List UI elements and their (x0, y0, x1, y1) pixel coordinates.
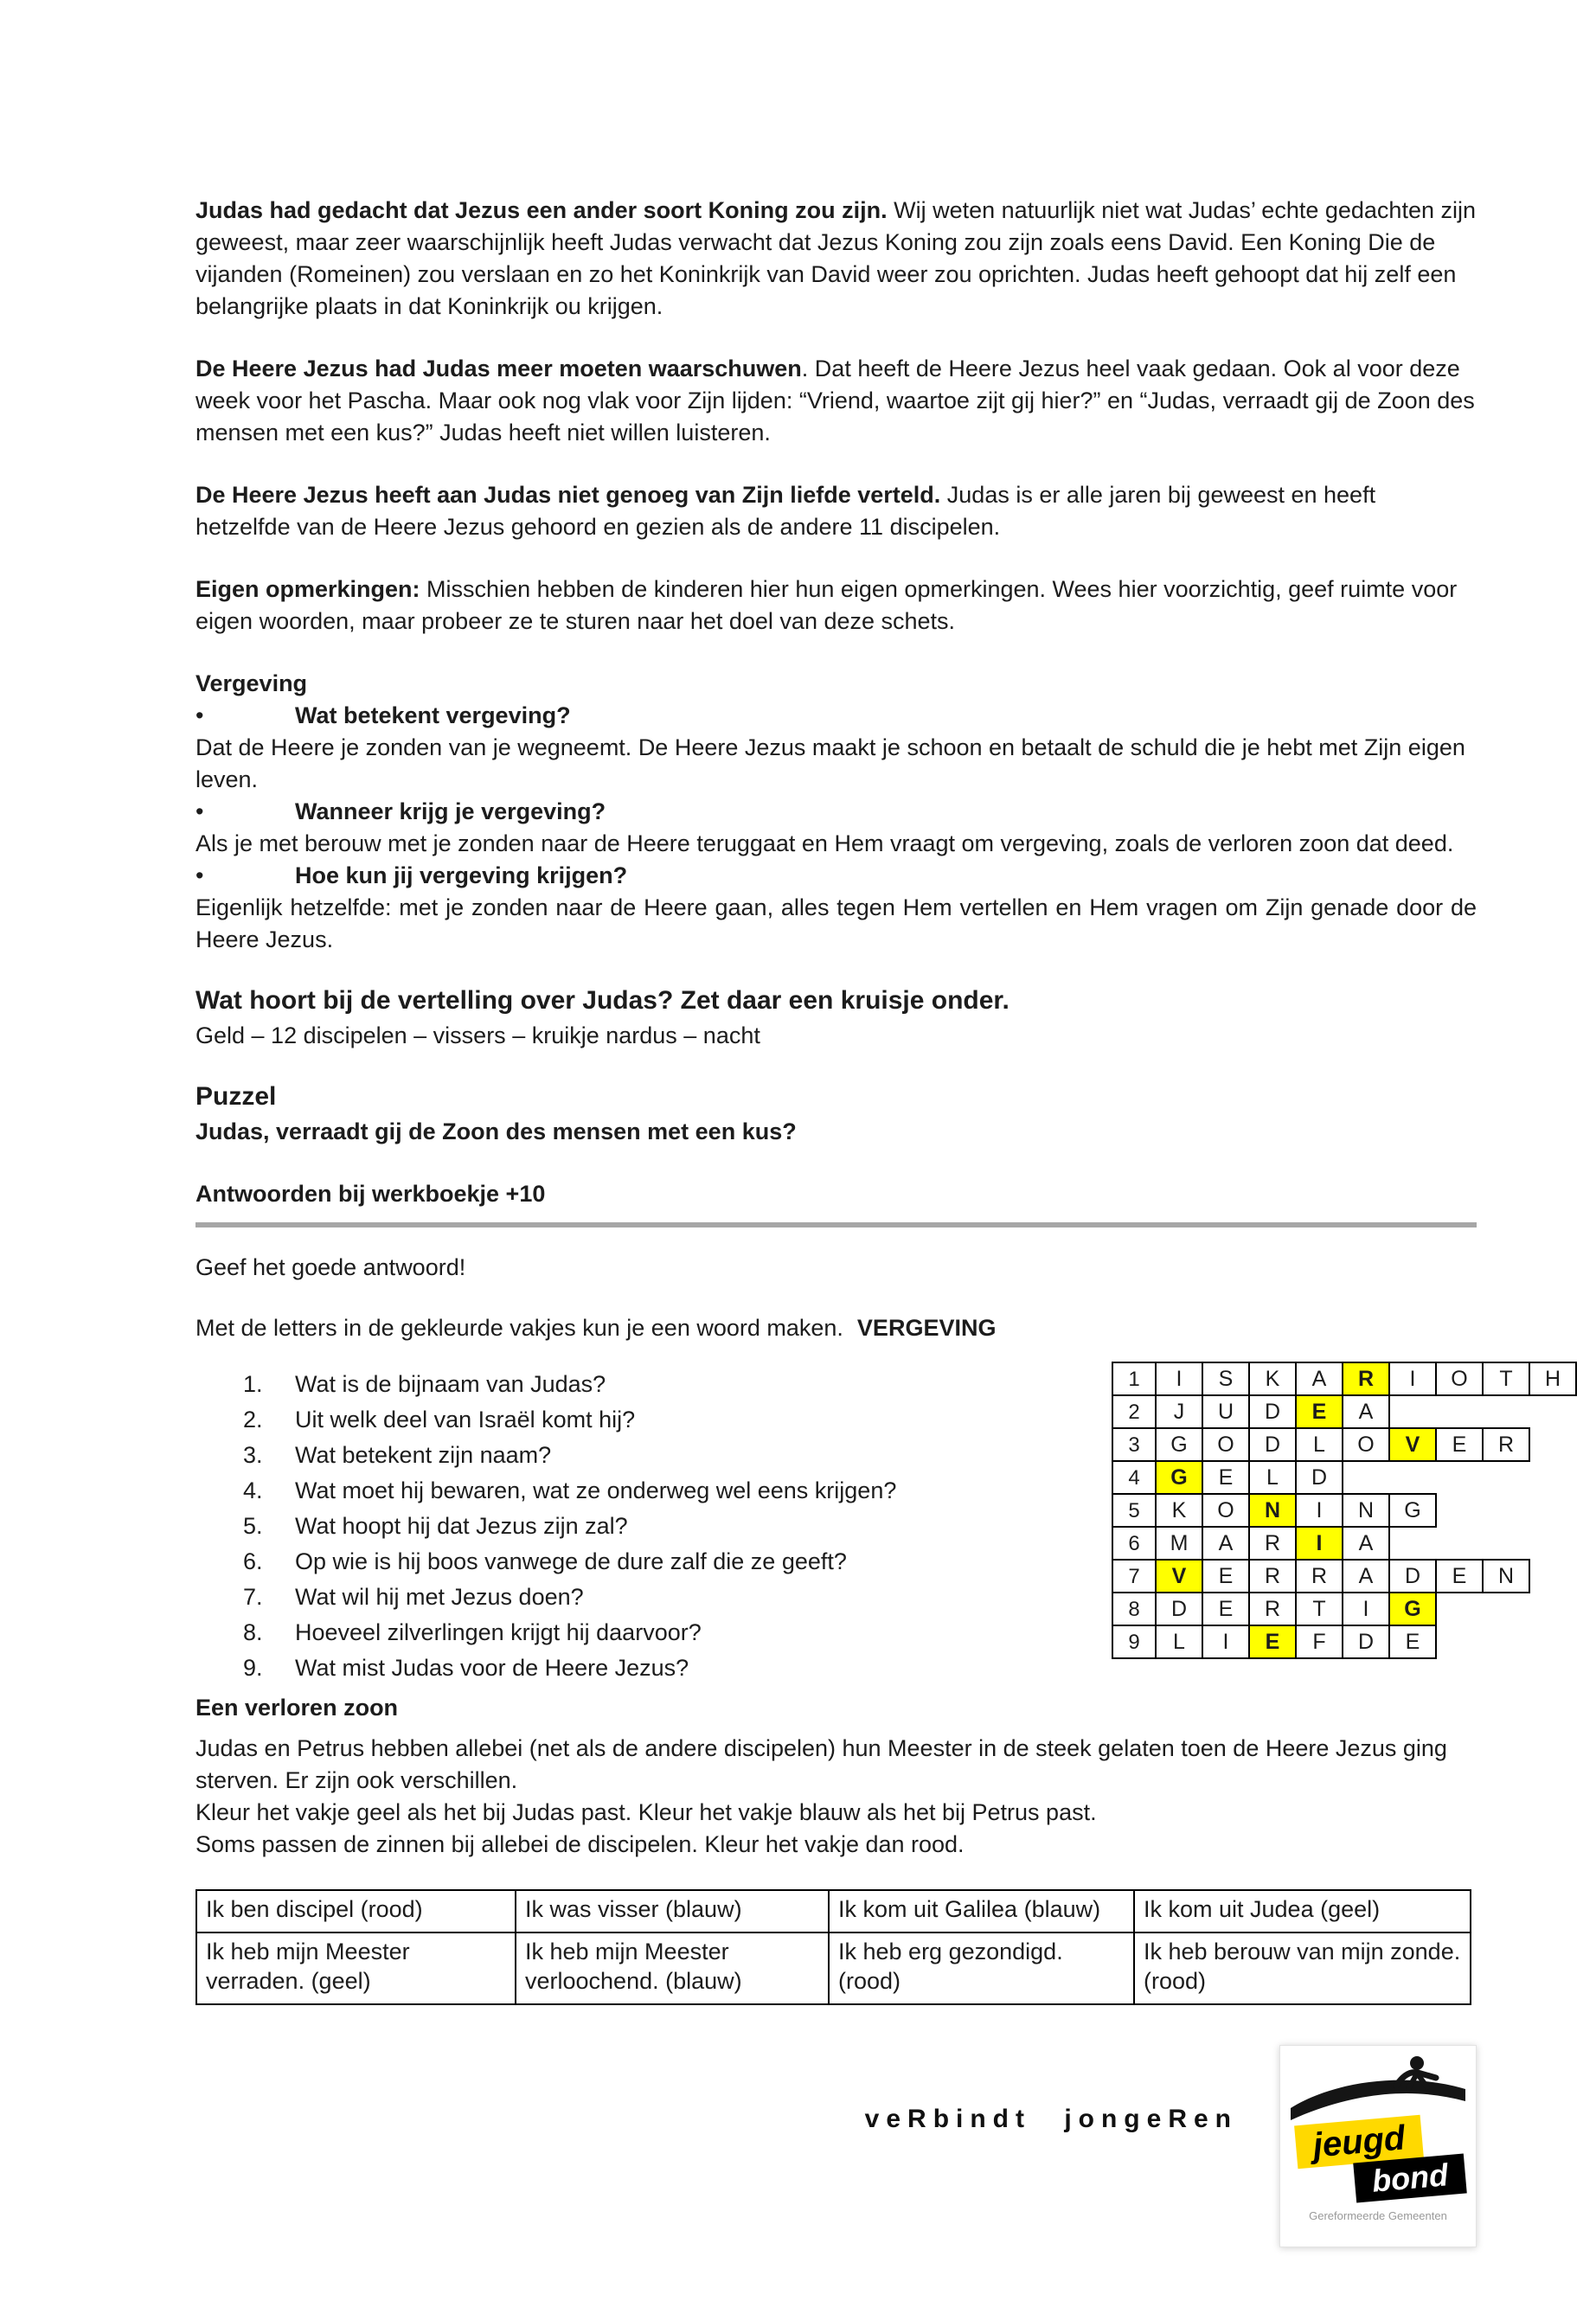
grid-row-number: 7 (1112, 1560, 1156, 1593)
grid-letter-cell: T (1296, 1593, 1343, 1625)
grid-letter-cell: I (1202, 1625, 1249, 1658)
vergeving-list (195, 700, 1477, 956)
match-cell: Ik was visser (blauw) (516, 1890, 829, 1932)
logo-text-jeugd: jeugd (1294, 2115, 1424, 2170)
solution-word: VERGEVING (856, 1315, 997, 1341)
grid-letter-cell-highlighted: G (1389, 1593, 1436, 1625)
bullet-question: Wanneer krijg je vergeving? (295, 798, 606, 824)
bullet-question-row (195, 860, 1477, 892)
grid-letter-cell: G (1389, 1494, 1436, 1527)
grid-letter-cell: L (1249, 1461, 1296, 1494)
bullet-question: Hoe kun jij vergeving krijgen? (295, 862, 628, 888)
paragraph-line: Kleur het vakje geel als het bij Judas past. Kleur het vakje blauw als het bij Petrus past. (195, 1799, 1097, 1825)
puzzle-question (195, 1509, 1026, 1544)
grid-letter-cell: E (1436, 1428, 1483, 1461)
grid-letter-cell: N (1483, 1560, 1529, 1593)
puzzle-section (195, 1362, 1588, 1685)
puzzle-question (195, 1402, 1026, 1438)
grid-row-number: 9 (1112, 1625, 1156, 1658)
grid-letter-cell-highlighted: R (1343, 1362, 1389, 1395)
puzzle-question (195, 1438, 1026, 1473)
grid-row (1112, 1527, 1576, 1560)
grid-row-number: 3 (1112, 1428, 1156, 1461)
grid-letter-cell: F (1296, 1625, 1343, 1658)
letter-grid-body (1112, 1362, 1576, 1658)
instruction-line: Geef het goede antwoord! (195, 1254, 466, 1280)
grid-letter-cell-highlighted: V (1389, 1428, 1436, 1461)
grid-letter-cell-highlighted: E (1249, 1625, 1296, 1658)
question-number: 5. (243, 1513, 263, 1539)
grid-letter-cell: R (1296, 1560, 1343, 1593)
question-text: Uit welk deel van Israël komt hij? (295, 1407, 636, 1433)
question-number: 9. (243, 1655, 263, 1681)
verloren-zoon-heading: Een verloren zoon (195, 1695, 399, 1721)
grid-letter-cell: K (1156, 1494, 1202, 1527)
grid-letter-cell: E (1436, 1560, 1483, 1593)
match-cell: Ik heb erg gezondigd. (rood) (829, 1932, 1134, 2004)
bullet-icon: • (195, 798, 204, 824)
grid-letter-cell: A (1343, 1560, 1389, 1593)
grid-letter-cell: O (1343, 1428, 1389, 1461)
grid-letter-cell: E (1389, 1625, 1436, 1658)
question-text: Wat hoopt hij dat Jezus zijn zal? (295, 1513, 628, 1539)
grid-letter-cell: E (1202, 1593, 1249, 1625)
grid-row (1112, 1560, 1576, 1593)
grid-letter-cell: D (1343, 1625, 1389, 1658)
puzzle-questions (195, 1367, 1026, 1686)
bullet-question-row (195, 700, 1477, 732)
grid-letter-cell: E (1202, 1560, 1249, 1593)
grid-letter-cell: A (1343, 1395, 1389, 1428)
grid-row-number: 5 (1112, 1494, 1156, 1527)
grid-letter-cell: D (1249, 1428, 1296, 1461)
grid-row-number: 4 (1112, 1461, 1156, 1494)
grid-row-number: 8 (1112, 1593, 1156, 1625)
grid-letter-cell-highlighted: I (1296, 1527, 1343, 1560)
grid-letter-cell: O (1202, 1428, 1249, 1461)
match-cell: Ik kom uit Judea (geel) (1134, 1890, 1471, 1932)
question-text: Hoeveel zilverlingen krijgt hij daarvoor? (295, 1619, 702, 1645)
grid-letter-cell-highlighted: N (1249, 1494, 1296, 1527)
grid-letter-cell: I (1389, 1362, 1436, 1395)
grid-letter-cell: I (1343, 1593, 1389, 1625)
grid-letter-cell: N (1343, 1494, 1389, 1527)
bullet-answer: Eigenlijk hetzelfde: met je zonden naar de Heere gaan, alles tegen Hem vertellen en Hem vragen om Zijn genade door de Heere Jezus. (195, 894, 1477, 952)
answers-heading: Antwoorden bij werkboekje +10 (195, 1181, 546, 1207)
question-text: Wat betekent zijn naam? (295, 1442, 552, 1468)
verloren-zoon-paragraph (195, 1733, 1477, 1861)
paragraph: De Heere Jezus heeft aan Judas niet genoeg van Zijn liefde verteld. Judas is er alle jaren bij geweest en heeft hetzelfde van de Heere Jezus gehoord en gezien als de andere 11 discipelen. (195, 482, 1376, 540)
question-number: 3. (243, 1442, 263, 1468)
grid-letter-cell: D (1249, 1395, 1296, 1428)
match-cell: Ik heb mijn Meester verloochend. (blauw) (516, 1932, 829, 2004)
puzzel-heading: Puzzel (195, 1082, 277, 1111)
puzzle-question (195, 1367, 1026, 1402)
bullet-answer: Dat de Heere je zonden van je wegneemt. De Heere Jezus maakt je schoon en betaalt de schuld die je hebt met Zijn eigen leven. (195, 734, 1465, 792)
grid-letter-cell: T (1483, 1362, 1529, 1395)
question-text: Op wie is hij boos vanwege de dure zalf die ze geeft? (295, 1548, 847, 1574)
kruisje-heading: Wat hoort bij de vertelling over Judas? Zet daar een kruisje onder. (195, 986, 1010, 1015)
paragraph-lead: De Heere Jezus had Judas meer moeten waarschuwen (195, 356, 802, 381)
grid-row (1112, 1428, 1576, 1461)
logo-bands (1287, 2120, 1469, 2203)
grid-letter-cell: K (1249, 1362, 1296, 1395)
puzzel-subheading: Judas, verraadt gij de Zoon des mensen met een kus? (195, 1118, 797, 1144)
kruisje-options: Geld – 12 discipelen – vissers – kruikje nardus – nacht (195, 1022, 760, 1048)
grid-letter-cell: I (1156, 1362, 1202, 1395)
grid-letter-cell: O (1436, 1362, 1483, 1395)
grid-letter-cell: R (1249, 1560, 1296, 1593)
question-number: 7. (243, 1584, 263, 1610)
match-cell: Ik heb berouw van mijn zonde. (rood) (1134, 1932, 1471, 2004)
puzzle-question (195, 1580, 1026, 1615)
grid-letter-cell: D (1156, 1593, 1202, 1625)
question-number: 1. (243, 1371, 263, 1397)
grid-letter-cell: M (1156, 1527, 1202, 1560)
grid-letter-cell: H (1529, 1362, 1576, 1395)
paragraph-lead: Eigen opmerkingen: (195, 576, 420, 602)
logo-text-bond: bond (1353, 2154, 1467, 2203)
logo-subtitle: Gereformeerde Gemeenten (1309, 2209, 1447, 2222)
grid-row (1112, 1593, 1576, 1625)
grid-letter-cell-highlighted: G (1156, 1461, 1202, 1494)
grid-letter-cell: D (1296, 1461, 1343, 1494)
bullet-icon: • (195, 862, 204, 888)
question-text: Wat wil hij met Jezus doen? (295, 1584, 584, 1610)
puzzle-question (195, 1650, 1026, 1686)
grid-letter-cell: I (1296, 1494, 1343, 1527)
paragraph: Eigen opmerkingen: Misschien hebben de kinderen hier hun eigen opmerkingen. Wees hier voorzichtig, geef ruimte voor eigen woorden, maar probeer ze te sturen naar het doel van deze schets. (195, 576, 1458, 634)
question-number: 2. (243, 1407, 263, 1433)
puzzle-question (195, 1473, 1026, 1509)
puzzle-question (195, 1544, 1026, 1580)
bullet-answer: Als je met berouw met je zonden naar de Heere teruggaat en Hem vraagt om vergeving, zoals de verloren zoon dat deed. (195, 830, 1454, 856)
question-text: Wat moet hij bewaren, wat ze onderweg wel eens krijgen? (295, 1477, 897, 1503)
grid-row (1112, 1625, 1576, 1658)
grid-letter-cell: D (1389, 1560, 1436, 1593)
question-number: 8. (243, 1619, 263, 1645)
paragraph-lead: De Heere Jezus heeft aan Judas niet genoeg van Zijn liefde verteld. (195, 482, 941, 508)
grid-letter-cell: J (1156, 1395, 1202, 1428)
grid-letter-cell: R (1249, 1527, 1296, 1560)
grid-row (1112, 1494, 1576, 1527)
grid-row-number: 2 (1112, 1395, 1156, 1428)
section-divider (195, 1222, 1477, 1227)
grid-letter-cell-highlighted: V (1156, 1560, 1202, 1593)
grid-row (1112, 1395, 1576, 1428)
match-cell: Ik ben discipel (rood) (196, 1890, 516, 1932)
grid-row-number: 6 (1112, 1527, 1156, 1560)
grid-letter-cell: G (1156, 1428, 1202, 1461)
grid-row (1112, 1362, 1576, 1395)
paragraph: De Heere Jezus had Judas meer moeten waarschuwen. Dat heeft de Heere Jezus heel vaak gedaan. Ook al voor deze week voor het Pascha. Maar ook nog vlak voor Zijn lijden: “Vriend, waartoe zijt gij hier?” en “Judas, verraadt gij de Zoon des mensen met een kus?” Judas heeft niet willen luisteren. (195, 356, 1475, 445)
paragraph-line: Soms passen de zinnen bij allebei de discipelen. Kleur het vakje dan rood. (195, 1831, 965, 1857)
question-text: Wat is de bijnaam van Judas? (295, 1371, 606, 1397)
grid-letter-cell: A (1296, 1362, 1343, 1395)
letter-grid (1112, 1362, 1577, 1659)
bullet-question: Wat betekent vergeving? (295, 702, 571, 728)
question-number: 4. (243, 1477, 263, 1503)
letters-line (195, 1312, 1477, 1344)
grid-letter-cell: A (1202, 1527, 1249, 1560)
grid-letter-cell: U (1202, 1395, 1249, 1428)
intro-paragraphs (195, 195, 1477, 638)
grid-letter-cell: L (1156, 1625, 1202, 1658)
grid-letter-cell: L (1296, 1428, 1343, 1461)
grid-letter-cell: S (1202, 1362, 1249, 1395)
paragraph: Judas had gedacht dat Jezus een ander soort Koning zou zijn. Wij weten natuurlijk niet wat Judas’ echte gedachten zijn geweest, maar zeer waarschijnlijk heeft Judas verwacht dat Jezus Koning zou zijn zoals eens David. Een Koning Die de vijanden (Romeinen) zou verslaan en zo het Koninkrijk van David weer zou oprichten. Judas heeft gehoopt dat hij zelf een belangrijke plaats in dat Koninkrijk ou krijgen. (195, 197, 1476, 319)
match-table-body (196, 1890, 1471, 2004)
jeugdbond-logo (1279, 2045, 1477, 2247)
match-row (196, 1932, 1471, 2004)
match-cell: Ik heb mijn Meester verraden. (geel) (196, 1932, 516, 2004)
paragraph-line: Judas en Petrus hebben allebei (net als de andere discipelen) hun Meester in de steek gelaten toen de Heere Jezus ging sterven. Er zijn ook verschillen. (195, 1735, 1447, 1793)
bullet-question-row (195, 796, 1477, 828)
match-cell: Ik kom uit Galilea (blauw) (829, 1890, 1134, 1932)
tagline: veRbindt jongeRen (864, 2105, 1238, 2133)
vergeving-heading: Vergeving (195, 670, 308, 696)
match-table (195, 1889, 1471, 2005)
grid-row (1112, 1461, 1576, 1494)
grid-letter-cell: E (1202, 1461, 1249, 1494)
grid-letter-cell: A (1343, 1527, 1389, 1560)
question-text: Wat mist Judas voor de Heere Jezus? (295, 1655, 689, 1681)
letters-line-text: Met de letters in de gekleurde vakjes kun je een woord maken. (195, 1315, 843, 1341)
grid-row-number: 1 (1112, 1362, 1156, 1395)
puzzle-question (195, 1615, 1026, 1650)
grid-letter-cell: O (1202, 1494, 1249, 1527)
question-number: 6. (243, 1548, 263, 1574)
grid-letter-cell: R (1249, 1593, 1296, 1625)
grid-letter-cell-highlighted: E (1296, 1395, 1343, 1428)
paragraph-lead: Judas had gedacht dat Jezus een ander soort Koning zou zijn. (195, 197, 888, 223)
bullet-icon: • (195, 702, 204, 728)
document-page (195, 0, 1561, 2005)
jumping-figure-icon (1287, 2051, 1469, 2124)
match-row (196, 1890, 1471, 1932)
grid-letter-cell: R (1483, 1428, 1529, 1461)
